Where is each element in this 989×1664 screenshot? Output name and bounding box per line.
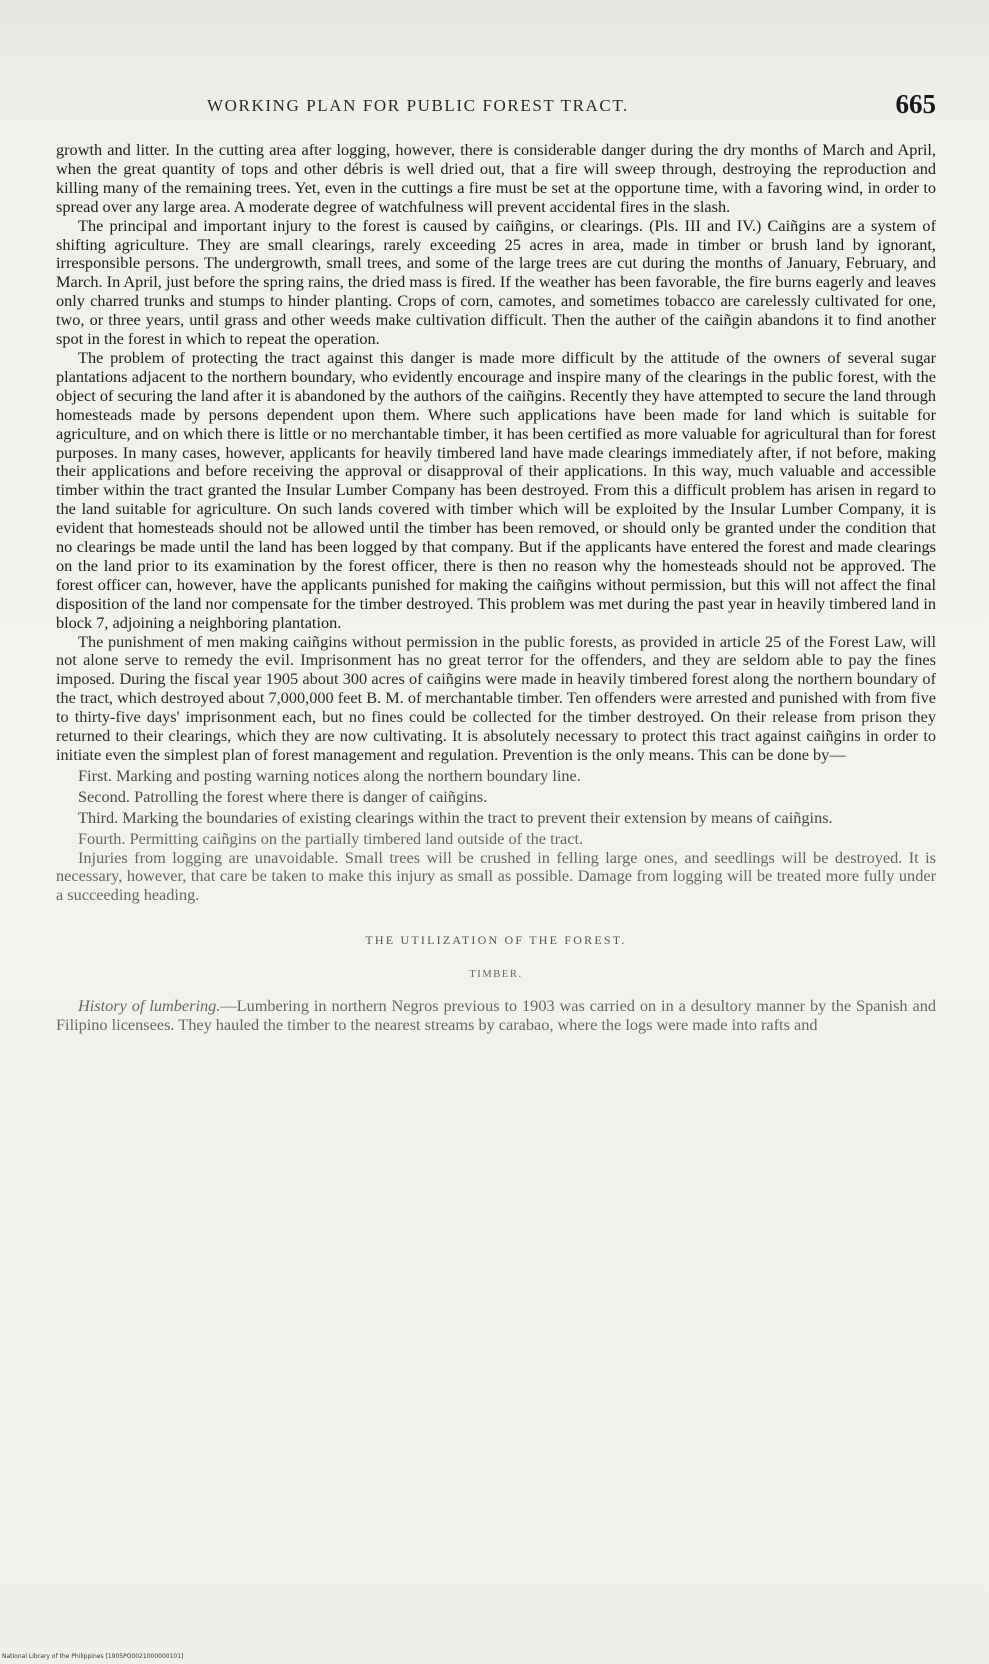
- page-number: 665: [895, 89, 936, 119]
- list-item-first: First. Marking and posting warning notices along the northern boundary line.: [78, 765, 581, 785]
- list-item-third: Third. Marking the boundaries of existing clearings within the tract to prevent their extension by means of caiñgins.: [78, 807, 833, 827]
- running-head: WORKING PLAN FOR PUBLIC FOREST TRACT.: [207, 96, 629, 115]
- paragraph-history-of-lumbering: [56, 997, 936, 1035]
- history-lead: History of lumbering.: [78, 996, 221, 1016]
- scan-footer: National Library of the Philippines [1905PO0021000000101]: [2, 1653, 184, 1660]
- subsection-heading: TIMBER.: [469, 969, 523, 981]
- page-body: [56, 141, 936, 1035]
- paragraph-punishment: The punishment of men making caiñgins without permission in the public forests, as provided in article 25 of the Forest Law, will not alone serve to remedy the evil. Imprisonment has no great terror for the offenders, and they are seldom able to pay the fines imposed. During the fiscal year 1905 about 300 acres of caiñgins were made in heavily timbered forest along the northern boundary of the tract, which destroyed about 7,000,000 feet B. M. of merchantable timber. Ten offenders were arrested and punished with from five to thirty-five days' imprisonment each, but no fines could be collected for the timber destroyed. On their release from prison they returned to their clearings, which they are now cultivating. It is absolutely necessary to protect this tract against caiñgins in order to initiate even the simplest plan of forest management and regulation. Prevention is the only means. This can be done by—: [56, 631, 936, 764]
- list-item-fourth: Fourth. Permitting caiñgins on the partially timbered land outside of the tract.: [78, 828, 584, 848]
- history-text: —Lumbering in northern Negros previous to 1903 was carried on in a desultory manner by the Spanish and Filipino licensees. They hauled the timber to the nearest streams by carabao, where the logs were made into rafts and: [56, 996, 936, 1034]
- paragraph-caingins: The principal and important injury to the forest is caused by caiñgins, or clearings. (Pls. III and IV.) Caiñgins are a system of shifting agriculture. They are small clearings, rarely exceeding 25 acres in area, made in timber or brush land by ignorant, irresponsible persons. The undergrowth, small trees, and some of the large trees are cut during the months of January, February, and March. In April, just before the spring rains, the dried mass is fired. If the weather has been favorable, the fire burns eagerly and leaves only charred trunks and stumps to hinder planting. Crops of corn, camotes, and sometimes tobacco are carelessly cultivated for one, two, or three years, until grass and other weeds make cultivation difficult. Then the auther of the caiñgin abandons it to find another spot in the forest in which to repeat the operation.: [56, 215, 936, 349]
- page-header: [52, 89, 936, 128]
- list-item-second: Second. Patrolling the forest where there is danger of caiñgins.: [78, 786, 488, 806]
- paragraph-logging-injuries: Injuries from logging are unavoidable. Small trees will be crushed in felling large ones, and seedlings will be destroyed. It is necessary, however, that care be taken to make this injury as small as possible. Damage from logging will be treated more fully under a succeeding heading.: [56, 847, 936, 905]
- section-heading: THE UTILIZATION OF THE FOREST.: [365, 933, 627, 948]
- paragraph-protection-problem: The problem of protecting the tract against this danger is made more difficult by the attitude of the owners of several sugar plantations adjacent to the northern boundary, who evidently encourage and inspire many of the clearings in the public forest, with the object of securing the land after it is abandoned by the authors of the caiñgins. Recently they have attempted to secure the land through homesteads made by persons dependent upon them. Where such applications have been made for land which is suitable for agriculture, and on which there is little or no merchantable timber, it has been certified as more valuable for agricultural than for forest purposes. In many cases, however, applicants for heavily timbered land have made clearings immediately after, if not before, making their applications and before receiving the approval or disapproval of their applications. In this way, much valuable and accessible timber within the tract granted the Insular Lumber Company has been destroyed. From this a difficult problem has arisen in regard to the land suitable for agriculture. On such lands covered with timber which will be exploited by the Insular Lumber Company, it is evident that homesteads should not be allowed until the timber has been removed, or should only be granted under the condition that no clearings be made until the land has been logged by that company. But if the applicants have entered the forest and made clearings on the land prior to its examination by the forest officer, there is then no reason why the homesteads should not be approved. The forest officer can, however, have the applicants punished for making the caiñgins without permission, but this will not affect the final disposition of the land nor compensate for the timber destroyed. This problem was met during the past year in heavily timbered land in block 7, adjoining a neighboring plantation.: [56, 347, 936, 632]
- paragraph-fire-danger: growth and litter. In the cutting area after logging, however, there is considerable danger during the dry months of March and April, when the great quantity of tops and other débris is well dried out, that a fire will sweep through, destroying the reproduction and killing many of the remaining trees. Yet, even in the cuttings a fire must be set at the opportune time, with a favoring wind, in order to spread over any large area. A moderate degree of watchfulness will prevent accidental fires in the slash.: [56, 140, 936, 216]
